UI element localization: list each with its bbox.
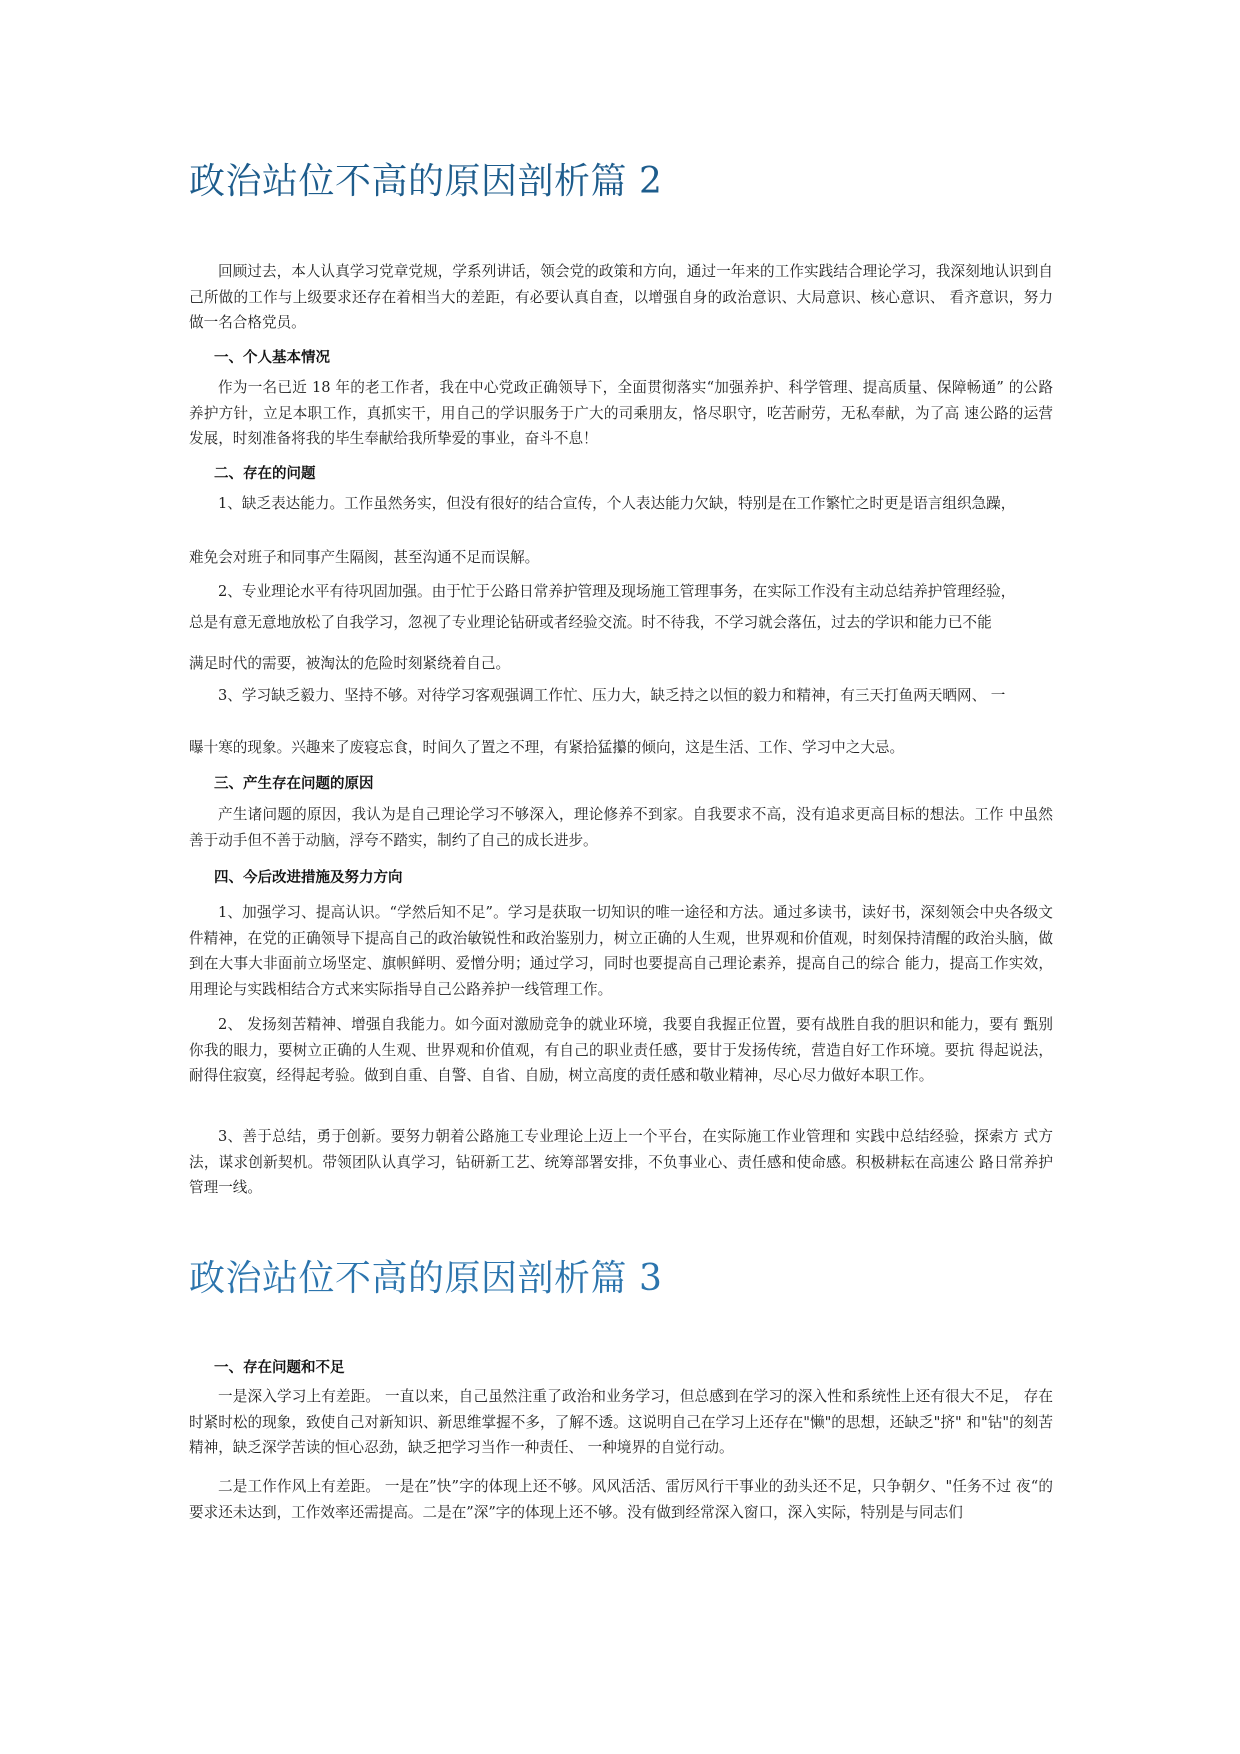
causes-paragraph: 产生诸问题的原因，我认为是自己理论学习不够深入，理论修养不到家。自我要求不高，没有追求更高目标的想法。工作 中虽然善于动手但不善于动脑，浮夸不踏实，制约了自己的成长进步。 bbox=[189, 806, 1053, 849]
basic-info-paragraph: 作为一名已近 18 年的老工作者，我在中心党政正确领导下，全面贯彻落实“加强养护、科学管理、提高质量、保障畅通” 的公路养护方针，立足本职工作，真抓实干，用自己的学识服务于广大的司乘朋友，恪尽职守，吃苦耐劳，无私奉献，为了高 速公路的运营发展，时刻准备将我的毕生奉献给我所挚爱的事业，奋斗不息！ bbox=[189, 379, 1053, 447]
heading-part-3: 政治站位不高的原因剖析篇 3 bbox=[189, 1258, 663, 1299]
improvement-2-paragraph: 2、 发扬刻苦精神、增强自我能力。如今面对激励竞争的就业环境，我要自我握正位置，要有战胜自我的胆识和能力，要有 甄别你我的眼力，要树立正确的人生观、世界观和价值观，有自己的职业责任感，要甘于发扬传统，营造自好工作环境。要抗 得起说法，耐得住寂寞，经得起考验。做到自重、自警、自省、自励，树立高度的责任感和敬业精神，尽心尽力做好本职工作。 bbox=[189, 1016, 1053, 1084]
section-heading-issues: 一、存在问题和不足 bbox=[214, 1360, 345, 1376]
issue-1-paragraph: 一是深入学习上有差距。 一直以来，自己虽然注重了政治和业务学习，但总感到在学习的深入性和系统性上还有很大不足， 存在时紧时松的现象，致使自己对新知识、新思维掌握不多，了解不透。这说明自己在学习上还存在"懒"的思想，还缺乏"挤" 和"钻"的刻苦精神，缺乏深学苦读的恒心忍劲，缺乏把学习当作一种责任、 一种境界的自觉行动。 bbox=[189, 1388, 1053, 1456]
problem-2-line-3: 满足时代的需要，被淘汰的危险时刻紧绕着自己。 bbox=[189, 655, 511, 672]
section-heading-improvements: 四、今后改进措施及努力方向 bbox=[214, 870, 403, 886]
problem-3-line-2: 曝十寒的现象。兴趣来了废寝忘食，时间久了置之不理，有紧拾猛攥的倾向，这是生活、工作、学习中之大忌。 bbox=[189, 739, 905, 756]
problem-2-line-1: 2、专业理论水平有待巩固加强。由于忙于公路日常养护管理及现场施工管理事务，在实际工作没有主动总结养护管理经验， bbox=[218, 583, 1016, 600]
problem-2-line-2: 总是有意无意地放松了自我学习，忽视了专业理论钻研或者经验交流。时不待我，不学习就会落伍，过去的学识和能力已不能 bbox=[189, 614, 992, 631]
section-heading-basic-info: 一、个人基本情况 bbox=[214, 350, 330, 366]
problem-3-line-1: 3、学习缺乏毅力、坚持不够。对待学习客观强调工作忙、压力大，缺乏持之以恒的毅力和精神，有三天打鱼两天晒网、 一 bbox=[218, 687, 1006, 704]
problem-1-line-2: 难免会对班子和同事产生隔阂，甚至沟通不足而误解。 bbox=[189, 549, 540, 566]
issue-2-paragraph: 二是工作作风上有差距。 一是在”快”字的体现上还不够。风风活活、雷厉风行干事业的劲头还不足，只争朝夕、"任务不过 夜“的要求还未达到，工作效率还需提高。二是在”深”字的体现上还不够。没有做到经常深入窗口，深入实际，特别是与同志们 bbox=[189, 1478, 1053, 1521]
section-heading-causes: 三、产生存在问题的原因 bbox=[214, 776, 374, 792]
section-heading-problems: 二、存在的问题 bbox=[214, 466, 316, 482]
improvement-3-paragraph: 3、善于总结，勇于创新。要努力朝着公路施工专业理论上迈上一个平台，在实际施工作业管理和 实践中总结经验，探索方 式方法，谋求创新契机。带领团队认真学习，钻研新工艺、统筹部署安排，不负事业心、责任感和使命感。积极耕耘在高速公 路日常养护管理一线。 bbox=[189, 1128, 1053, 1196]
improvement-1-paragraph: 1、加强学习、提高认识。“学然后知不足”。学习是获取一切知识的唯一途径和方法。通过多读书，读好书，深刻领会中央各级文件精神，在党的正确领导下提高自己的政治敏锐性和政治鉴别力，树立正确的人生观，世界观和价值观，时刻保持清醒的政治头脑，做到在大事大非面前立场坚定、旗帜鲜明、爱憎分明；通过学习，同时也要提高自己理论素养，提高自己的综合 能力，提高工作实效，用理论与实践相结合方式来实际指导自己公路养护一线管理工作。 bbox=[189, 904, 1053, 998]
intro-paragraph: 回顾过去，本人认真学习党章党规，学系列讲话，领会党的政策和方向，通过一年来的工作实践结合理论学习，我深刻地认识到自己所做的工作与上级要求还存在着相当大的差距，有必要认真自查，以增强自身的政治意识、大局意识、核心意识、 看齐意识，努力做一名合格党员。 bbox=[189, 263, 1053, 331]
heading-part-2: 政治站位不高的原因剖析篇 2 bbox=[189, 161, 663, 202]
problem-1-line-1: 1、缺乏表达能力。工作虽然务实，但没有很好的结合宣传，个人表达能力欠缺，特别是在工作繁忙之时更是语言组织急躁， bbox=[218, 495, 1016, 512]
